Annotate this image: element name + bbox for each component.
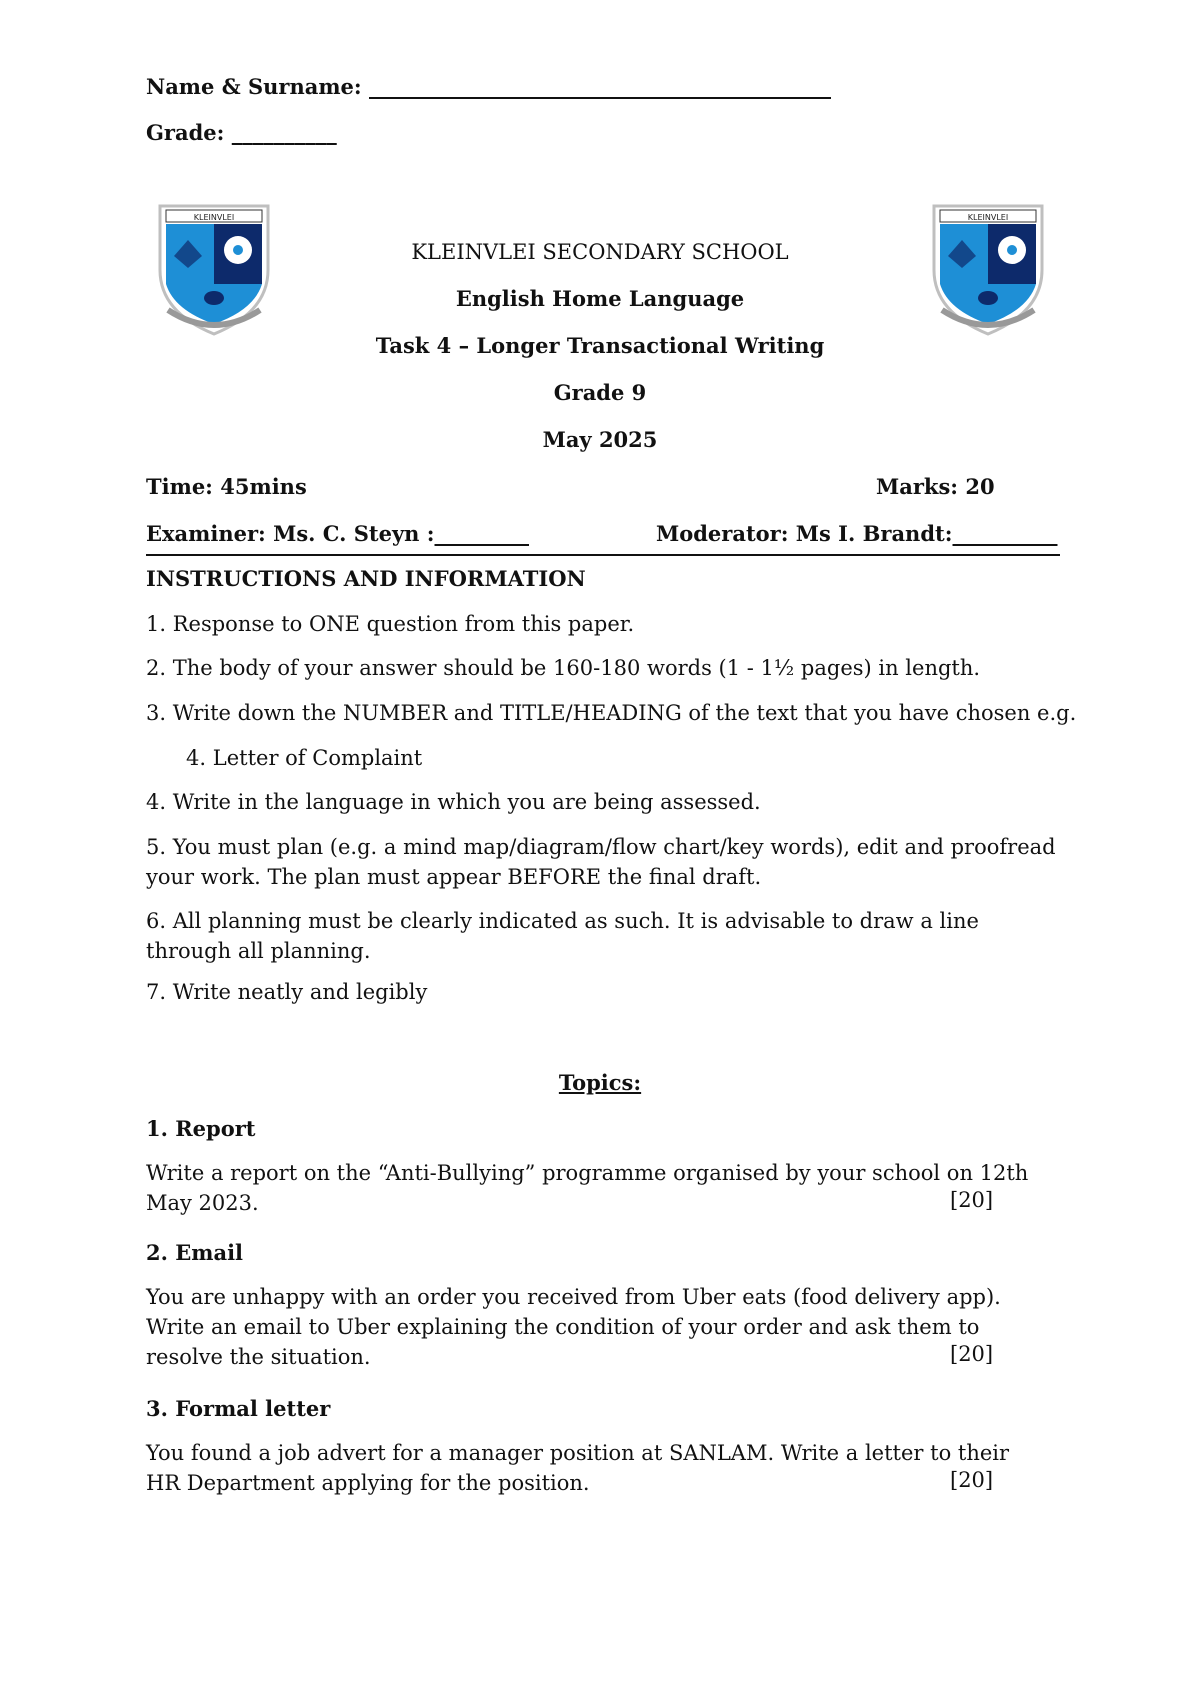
marks-label: Marks: 20 — [876, 474, 995, 499]
grade-field: Grade: __________ — [146, 120, 337, 145]
crest-label: KLEINVLEI — [967, 213, 1009, 222]
instructions-heading: INSTRUCTIONS AND INFORMATION — [146, 566, 586, 591]
instruction-item: 5. You must plan (e.g. a mind map/diagram/flow chart/key words), edit and proofread your work. The plan must appear BEFORE the final draft. — [146, 835, 1056, 889]
topics-heading: Topics: — [558, 1070, 642, 1095]
instruction-item: 4. Write in the language in which you are being assessed. — [146, 790, 761, 814]
examiner-label: Examiner: Ms. C. Steyn :_________ — [146, 521, 530, 546]
crest-label: KLEINVLEI — [193, 213, 235, 222]
task-title: Task 4 – Longer Transactional Writing — [375, 333, 825, 358]
school-crest-left — [154, 200, 274, 340]
school-name: KLEINVLEI SECONDARY SCHOOL — [411, 240, 789, 264]
instruction-item: 1. Response to ONE question from this paper. — [146, 612, 635, 636]
time-label: Time: 45mins — [146, 474, 307, 499]
grade-title: Grade 9 — [553, 380, 647, 405]
instruction-item: 4. Letter of Complaint — [146, 746, 423, 770]
instruction-item: 7. Write neatly and legibly — [146, 980, 428, 1004]
topic-title: 3. Formal letter — [146, 1396, 331, 1421]
school-crest-right — [928, 200, 1048, 340]
topic-title: 1. Report — [146, 1116, 256, 1141]
divider-line — [146, 554, 1060, 556]
topic-marks: [20] — [950, 1468, 994, 1492]
topic-body: You are unhappy with an order you received from Uber eats (food delivery app). Write an email to Uber explaining the condition of your order and ask them to resolve the situation. — [146, 1285, 1001, 1369]
instruction-item: 6. All planning must be clearly indicated as such. It is advisable to draw a line through all planning. — [146, 909, 979, 963]
instruction-item: 2. The body of your answer should be 160-180 words (1 - 1½ pages) in length. — [146, 656, 981, 680]
topic-marks: [20] — [950, 1342, 994, 1366]
topic-body: Write a report on the “Anti-Bullying” programme organised by your school on 12th May 2023. — [146, 1161, 1029, 1215]
topic-body: You found a job advert for a manager position at SANLAM. Write a letter to their HR Department applying for the position. — [146, 1441, 1010, 1495]
instruction-item: 3. Write down the NUMBER and TITLE/HEADING of the text that you have chosen e.g. — [146, 701, 1077, 725]
name-surname-field: Name & Surname: ____________________________________________ — [146, 74, 831, 99]
topic-marks: [20] — [950, 1188, 994, 1212]
date-title: May 2025 — [542, 427, 658, 452]
topic-title: 2. Email — [146, 1240, 244, 1265]
subject-title: English Home Language — [455, 286, 745, 311]
moderator-label: Moderator: Ms I. Brandt:__________ — [656, 521, 1058, 546]
